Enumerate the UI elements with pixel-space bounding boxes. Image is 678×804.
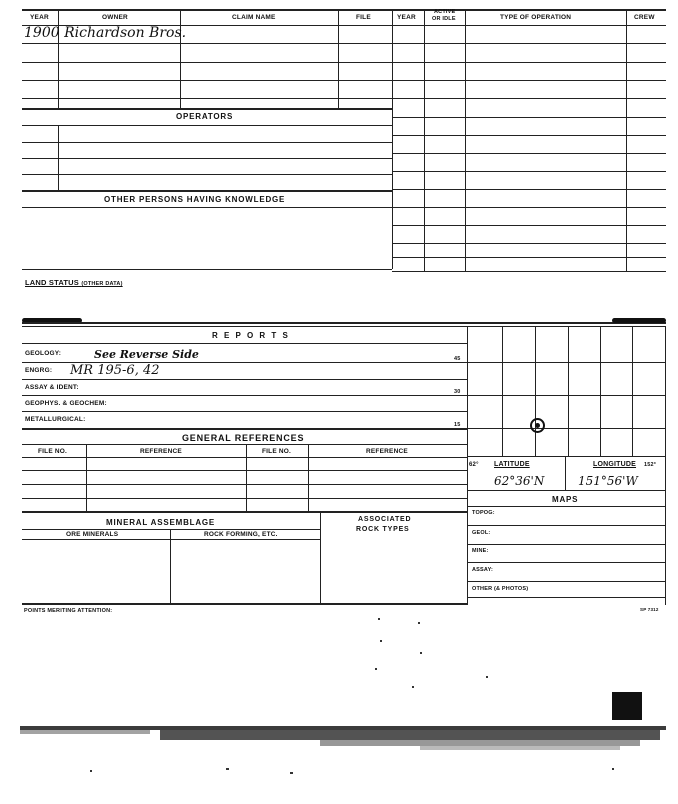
scan-speck	[375, 668, 377, 670]
row-line	[22, 539, 320, 540]
grid-line	[600, 326, 601, 456]
col-divider	[86, 444, 87, 511]
row-line	[467, 506, 666, 507]
col-divider	[58, 125, 59, 190]
header-active: ACTIVE	[434, 9, 456, 15]
mine-label: MINE:	[472, 548, 489, 554]
row-line	[467, 525, 666, 526]
row-line	[467, 581, 666, 582]
location-marker-dot	[535, 423, 540, 428]
col-divider	[338, 25, 339, 108]
row-line	[392, 189, 666, 190]
scan-noise-band	[20, 730, 150, 734]
grid-marker-62: 62°	[469, 462, 479, 468]
marker-30: 30	[454, 389, 461, 395]
map-panel-left-border	[467, 326, 468, 605]
grid-line	[467, 362, 666, 363]
top-border	[22, 9, 666, 11]
land-status-sub: (OTHER DATA)	[81, 281, 123, 287]
topog-label: TOPOG:	[472, 510, 495, 516]
row-line	[467, 562, 666, 563]
col-divider	[626, 9, 627, 271]
assay-ident-label: ASSAY & IDENT:	[25, 384, 79, 391]
row-line	[392, 257, 666, 258]
row-line	[22, 444, 468, 445]
header-year: YEAR	[30, 14, 49, 21]
reports-heading: R E P O R T S	[212, 331, 290, 340]
map-panel-right-border	[665, 326, 666, 605]
row-line	[22, 80, 392, 81]
row-line-thick	[22, 428, 468, 430]
owner-entry-handwritten: 1900 Richardson Bros.	[24, 25, 187, 41]
latitude-label: LATITUDE	[494, 461, 530, 468]
grid-line	[502, 326, 503, 456]
geol-label: GEOL:	[472, 530, 491, 536]
row-line-thick	[22, 511, 468, 513]
location-marker-icon	[530, 418, 545, 433]
row-line	[392, 271, 666, 272]
grid-line	[467, 395, 666, 396]
row-line	[22, 395, 468, 396]
row-line-thick	[22, 190, 392, 192]
grid-line	[632, 326, 633, 456]
geology-value: See Reverse Side	[94, 348, 199, 361]
reports-top-border-2	[22, 326, 666, 327]
metallurgical-label: METALLURGICAL:	[25, 416, 86, 423]
header-claim-name: CLAIM NAME	[232, 14, 276, 21]
reference-header: REFERENCE	[140, 448, 182, 455]
col-divider	[180, 9, 181, 25]
row-line	[22, 207, 392, 208]
header-crew: CREW	[634, 14, 655, 21]
scan-speck	[420, 652, 422, 654]
maps-heading: MAPS	[552, 495, 579, 504]
row-line	[22, 529, 320, 530]
row-line	[392, 62, 666, 63]
geology-label: GEOLOGY:	[25, 350, 62, 357]
row-line	[22, 174, 392, 175]
col-divider	[338, 9, 339, 25]
row-line	[392, 243, 666, 244]
geophys-label: GEOPHYS. & GEOCHEM:	[25, 400, 107, 407]
marker-45: 45	[454, 356, 461, 362]
col-divider	[308, 444, 309, 511]
row-line	[22, 498, 468, 499]
col-divider	[58, 9, 59, 25]
row-line	[392, 225, 666, 226]
row-line	[392, 207, 666, 208]
scan-speck	[486, 676, 488, 678]
row-line	[22, 62, 392, 63]
col-divider	[246, 444, 247, 511]
grid-line	[535, 326, 536, 456]
row-line	[22, 484, 468, 485]
longitude-marker: 152°	[644, 462, 657, 468]
engrg-label: ENGRG:	[25, 367, 53, 374]
col-divider	[170, 529, 171, 603]
rock-forming-header: ROCK FORMING, ETC.	[204, 531, 278, 538]
file-no-header-2: FILE NO.	[262, 448, 292, 455]
ore-minerals-header: ORE MINERALS	[66, 531, 119, 538]
scan-speck	[226, 768, 229, 770]
col-divider	[320, 513, 321, 603]
scan-speck	[90, 770, 92, 772]
row-line	[22, 98, 392, 99]
row-line	[392, 43, 666, 44]
associated-label: ASSOCIATED	[358, 516, 412, 523]
row-line	[22, 125, 392, 126]
row-line	[22, 269, 392, 270]
row-line	[22, 457, 468, 458]
scan-speck	[378, 618, 380, 620]
scan-speck	[290, 772, 293, 774]
header-or-idle: OR IDLE	[432, 16, 456, 22]
row-line	[22, 343, 468, 344]
row-line	[22, 142, 392, 143]
land-status-text: LAND STATUS	[25, 278, 80, 287]
row-line	[22, 379, 468, 380]
row-line	[467, 490, 666, 491]
general-references-heading: GENERAL REFERENCES	[182, 433, 305, 443]
scan-speck	[612, 768, 614, 770]
longitude-value: 151°56'W	[578, 474, 638, 488]
reports-top-border	[22, 322, 666, 324]
col-divider	[465, 9, 466, 271]
row-line	[392, 153, 666, 154]
section-bottom-line	[22, 603, 468, 605]
scan-speck	[418, 622, 420, 624]
points-meriting-attention: POINTS MERITING ATTENTION:	[24, 608, 113, 614]
grid-line	[568, 326, 569, 456]
row-line	[467, 544, 666, 545]
grid-line	[467, 428, 666, 429]
form-number: SP 7312	[640, 607, 659, 612]
center-divider	[392, 9, 393, 269]
assay-label: ASSAY:	[472, 567, 494, 573]
scan-registration-mark	[612, 692, 642, 720]
row-line	[22, 158, 392, 159]
land-status-label	[25, 278, 123, 287]
header-file: FILE	[356, 14, 371, 21]
border-smudge	[612, 318, 666, 323]
engrg-value: MR 195-6, 42	[70, 363, 160, 378]
grid-line	[467, 456, 666, 457]
row-line	[392, 98, 666, 99]
longitude-label: LONGITUDE	[593, 461, 637, 468]
row-line	[22, 470, 468, 471]
row-line	[392, 117, 666, 118]
reference-header-2: REFERENCE	[366, 448, 408, 455]
latitude-value: 62°36'N	[494, 474, 545, 488]
row-line	[392, 171, 666, 172]
other-photos-label: OTHER (& PHOTOS)	[472, 586, 529, 592]
other-persons-heading: OTHER PERSONS HAVING KNOWLEDGE	[104, 195, 286, 204]
row-line	[392, 135, 666, 136]
header-year-right: YEAR	[397, 14, 416, 21]
row-line	[22, 411, 468, 412]
row-line-thick	[22, 108, 392, 110]
file-no-header: FILE NO.	[38, 448, 68, 455]
scan-noise-band	[420, 746, 620, 750]
header-type-of-operation: TYPE OF OPERATION	[500, 14, 572, 21]
mineral-assemblage-heading: MINERAL ASSEMBLAGE	[106, 518, 216, 527]
operators-heading: OPERATORS	[176, 112, 234, 121]
marker-15: 15	[454, 422, 461, 428]
row-line	[22, 43, 392, 44]
scan-noise-band	[160, 730, 660, 740]
header-owner: OWNER	[102, 14, 128, 21]
rock-types-label: ROCK TYPES	[356, 526, 410, 533]
col-divider	[565, 456, 566, 490]
row-line	[392, 80, 666, 81]
row-line	[467, 597, 666, 598]
col-divider	[424, 9, 425, 271]
scan-speck	[380, 640, 382, 642]
scan-speck	[412, 686, 414, 688]
